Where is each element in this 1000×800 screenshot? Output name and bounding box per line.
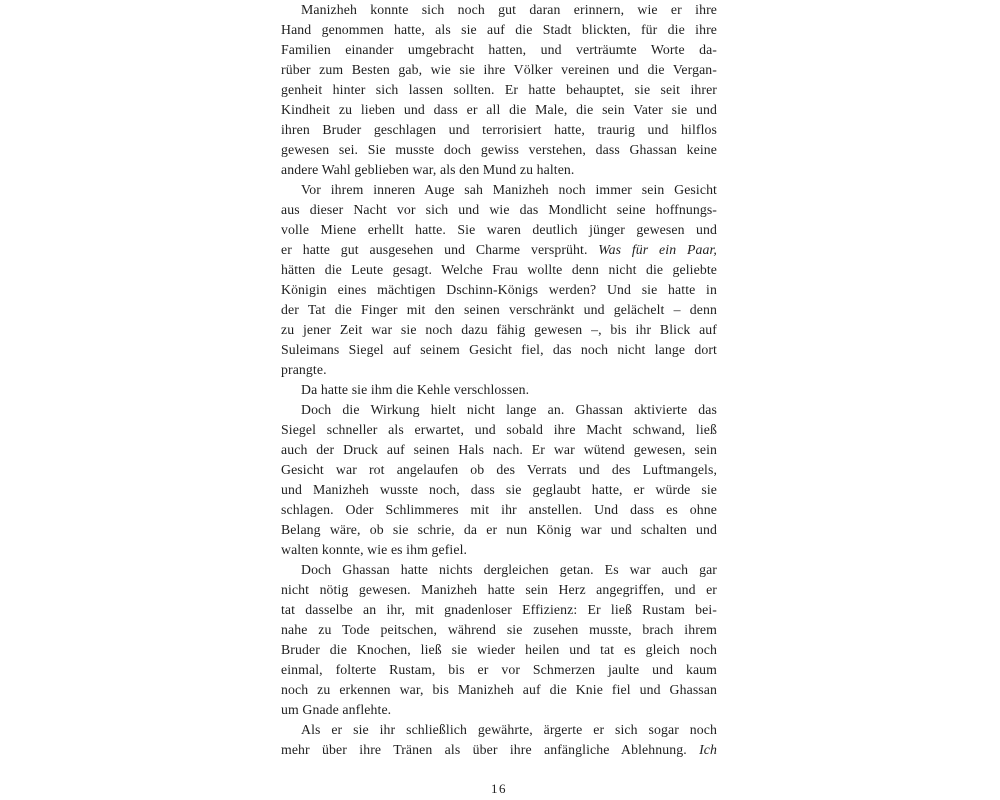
text-line — [281, 260, 717, 280]
text-run: noch zu erkennen war, bis Manizheh auf die Knie fiel und Ghassan — [281, 682, 717, 697]
text-line — [281, 660, 717, 680]
text-line — [281, 220, 717, 240]
text-run: nahe zu Tode peitschen, während sie zusehen musste, brach ihrem — [281, 622, 717, 637]
text-run: und Manizheh wusste noch, dass sie geglaubt hatte, er würde sie — [281, 482, 717, 497]
text-line — [281, 320, 717, 340]
page-number: 16 — [491, 781, 507, 796]
text-line — [281, 680, 717, 700]
page-text — [281, 0, 717, 760]
text-line — [281, 100, 717, 120]
text-line — [281, 300, 717, 320]
paragraph — [281, 0, 717, 180]
text-line — [281, 80, 717, 100]
paragraph — [281, 720, 717, 760]
text-line — [281, 200, 717, 220]
text-run: aus dieser Nacht vor sich und wie das Mondlicht seine hoffnungs- — [281, 202, 717, 217]
italic-text: Ich — [699, 742, 717, 757]
text-run: Siegel schneller als erwartet, und sobald ihre Macht schwand, ließ — [281, 422, 717, 437]
text-run: der Tat die Finger mit den seinen verschränkt und gelächelt – denn — [281, 302, 717, 317]
text-run: einmal, folterte Rustam, bis er vor Schmerzen jaulte und kaum — [281, 662, 717, 677]
text-run: nicht nötig gewesen. Manizheh hatte sein Herz angegriffen, und er — [281, 582, 717, 597]
text-line — [281, 340, 717, 360]
text-run: volle Miene erhellt hatte. Sie waren deutlich jünger gewesen und — [281, 222, 717, 237]
text-line — [281, 20, 717, 40]
text-run: Bruder die Knochen, ließ sie wieder heilen und tat es gleich noch — [281, 642, 717, 657]
text-line — [281, 560, 717, 580]
text-run: mehr über ihre Tränen als über ihre anfängliche Ablehnung. — [281, 742, 700, 757]
text-run: Doch die Wirkung hielt nicht lange an. Ghassan aktivierte das — [301, 402, 717, 417]
text-run: ihren Bruder geschlagen und terrorisiert hatte, traurig und hilflos — [281, 122, 717, 137]
text-line — [281, 620, 717, 640]
text-run: um Gnade anflehte. — [281, 702, 392, 717]
text-run: andere Wahl geblieben war, als den Mund zu halten. — [281, 162, 575, 177]
text-run: gewesen sei. Sie musste doch gewiss verstehen, dass Ghassan keine — [281, 142, 717, 157]
text-run: walten konnte, wie es ihm gefiel. — [281, 542, 468, 557]
text-line — [281, 160, 717, 180]
text-run: tat dasselbe an ihr, mit gnadenloser Effizienz: Er ließ Rustam bei- — [281, 602, 717, 617]
text-line — [281, 360, 717, 380]
text-line — [281, 0, 717, 20]
text-line — [281, 480, 717, 500]
text-run: Hand genommen hatte, als sie auf die Stadt blickten, für die ihre — [281, 22, 717, 37]
text-line — [281, 180, 717, 200]
text-line — [281, 420, 717, 440]
text-run: auch der Druck auf seinen Hals nach. Er war wütend gewesen, sein — [281, 442, 717, 457]
text-run: rüber zum Besten gab, wie sie ihre Völker vereinen und die Vergan- — [281, 62, 717, 77]
text-line — [281, 460, 717, 480]
text-run: Suleimans Siegel auf seinem Gesicht fiel, das noch nicht lange dort — [281, 342, 717, 357]
text-run: Kindheit zu lieben und dass er all die Male, die sein Vater sie und — [281, 102, 717, 117]
text-line — [281, 280, 717, 300]
paragraph — [281, 380, 717, 400]
text-line — [281, 240, 717, 260]
text-run: Gesicht war rot angelaufen ob des Verrats und des Luftmangels, — [281, 462, 717, 477]
text-line — [281, 500, 717, 520]
text-run: Doch Ghassan hatte nichts dergleichen getan. Es war auch gar — [301, 562, 717, 577]
text-line — [281, 580, 717, 600]
text-line — [281, 600, 717, 620]
paragraph — [281, 180, 717, 380]
text-run: Manizheh konnte sich noch gut daran erinnern, wie er ihre — [301, 2, 717, 17]
text-line — [281, 400, 717, 420]
text-run: Familien einander umgebracht hatten, und verträumte Worte da- — [281, 42, 717, 57]
text-line — [281, 440, 717, 460]
text-line — [281, 140, 717, 160]
text-run: zu jener Zeit war sie noch dazu fähig gewesen –, bis ihr Blick auf — [281, 322, 717, 337]
text-run: schlagen. Oder Schlimmeres mit ihr anstellen. Und dass es ohne — [281, 502, 717, 517]
text-line — [281, 720, 717, 740]
text-run: er hatte gut ausgesehen und Charme versprüht. — [281, 242, 599, 257]
text-line — [281, 120, 717, 140]
text-line — [281, 380, 717, 400]
text-run: Vor ihrem inneren Auge sah Manizheh noch immer sein Gesicht — [301, 182, 717, 197]
italic-text: Was für ein Paar, — [598, 242, 717, 257]
text-run: prangte. — [281, 362, 327, 377]
text-line — [281, 60, 717, 80]
text-line — [281, 640, 717, 660]
paragraph — [281, 560, 717, 720]
paragraph — [281, 400, 717, 560]
text-line — [281, 520, 717, 540]
text-line — [281, 40, 717, 60]
text-line — [281, 740, 717, 760]
text-run: Königin eines mächtigen Dschinn-Königs werden? Und sie hatte in — [281, 282, 717, 297]
text-run: hätten die Leute gesagt. Welche Frau wollte denn nicht die geliebte — [281, 262, 717, 277]
text-run: Belang wäre, ob sie schrie, da er nun König war und schalten und — [281, 522, 717, 537]
text-line — [281, 540, 717, 560]
text-line — [281, 700, 717, 720]
text-run: Als er sie ihr schließlich gewährte, ärgerte er sich sogar noch — [301, 722, 717, 737]
text-run: genheit hinter sich lassen sollten. Er hatte behauptet, sie seit ihrer — [281, 82, 717, 97]
text-run: Da hatte sie ihm die Kehle verschlossen. — [301, 382, 530, 397]
